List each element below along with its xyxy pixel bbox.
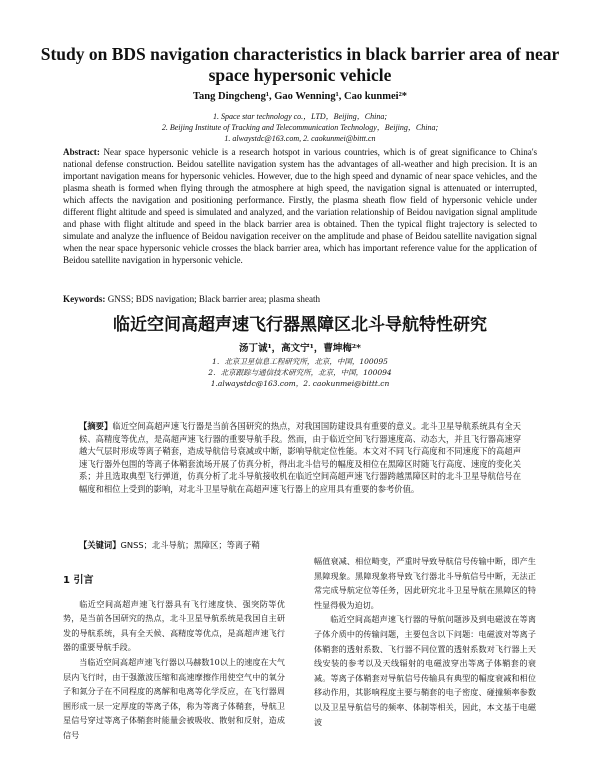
english-abstract-label: Abstract: [63, 147, 100, 157]
chinese-affiliation-line: 1．北京卫星信息工程研究所，北京，中国，100095 [212, 357, 388, 366]
chinese-keywords-label: 【关键词】 [79, 540, 121, 550]
english-affiliation-line: 1. Space star technology co.，LTD，Beijing，China; [212, 112, 388, 121]
body-paragraph: 临近空间高超声速飞行器的导航问题涉及到电磁波在等离子体介质中的传输问题，主要包含以下问题：电磁波对等离子体鞘套的透射系数、飞行器不同位置的透射系数对飞行器上天线安装的参考以及天线辐射的电磁波穿出等离子体鞘套的衰减。等离子体鞘套对导航信号传输具有典型的幅度衰减和相位移动作用，其影响程度主要与鞘套的电子密度、碰撞频率参数以及卫星导航信号的频率、体制等相关，因此，本文基于电磁波 [314, 614, 536, 727]
english-abstract [63, 146, 537, 266]
body-paragraph: 临近空间高超声速飞行器具有飞行速度快、强突防等优势，是当前各国研究的热点，北斗卫星导航系统是我国自主研发的导航系统，具有全天候、高精度等优点，是高超声速飞行器的重要导航手段。 [63, 598, 285, 653]
english-abstract-text: Near space hypersonic vehicle is a research hotspot in various countries, which is of great significance to China's national defense construction. Beidou satellite navigation system has the advantages of all-weather and high precision. It is an important navigation means for hypersonic vehicles. However, due to the high speed and dynamic of near space vehicles, and the plasma sheath is formed when flying through the atmosphere at high speed, the navigation signal is attenuated or interrupted, which affects the navigation and positioning performance. Firstly, the plasma sheath flow field of hypersonic vehicle under different flight altitude and speed is simulated and analyzed, and the variation relationship of Beidou navigation signal amplitude and phase with flight altitude and speed in the black barrier area is obtained. Then the typical flight trajectory is selected to simulate and analyze the influence of Beidou navigation receiver on the amplitude and phase of Beidou satellite navigation signal when the near space hypersonic vehicle crosses the black barrier area, which has important reference value for the application of Beidou satellite navigation in hypersonic vehicle. [63, 147, 537, 266]
chinese-title: 临近空间高超声速飞行器黑障区北斗导航特性研究 [113, 315, 487, 335]
chinese-affiliation-line: 2．北京跟踪与通信技术研究所，北京，中国，100094 [208, 368, 392, 377]
chinese-authors: 汤丁诚¹，高文宁¹，曹坤梅²* [239, 343, 361, 354]
section-heading: 1 引言 [63, 575, 94, 586]
english-affiliation-line: 2. Beijing Institute of Tracking and Telecommunication Technology，Beijing，China; [161, 123, 439, 132]
chinese-email-line: 1.alwaystdc@163.com，2. caokunmei@bittt.cn [210, 379, 390, 388]
english-email-line: 1. alwaystdc@163.com, 2. caokunmei@bittt.cn [224, 134, 376, 143]
chinese-affiliations [60, 356, 540, 389]
chinese-abstract-label: 【摘要】 [79, 421, 113, 431]
english-title: Study on BDS navigation characteristics in black barrier area of near space hypersonic vehicle [40, 44, 560, 85]
english-authors: Tang Dingcheng¹, Gao Wenning¹, Cao kunmei²* [193, 91, 407, 102]
english-keywords-label: Keywords: [63, 294, 106, 304]
right-column [314, 554, 536, 729]
english-keywords-text: GNSS; BDS navigation; Black barrier area; plasma sheath [107, 294, 321, 304]
chinese-keywords [79, 539, 521, 551]
chinese-abstract [79, 420, 521, 496]
chinese-abstract-text: 临近空间高超声速飞行器是当前各国研究的热点，对我国国防建设具有重要的意义。北斗卫星导航系统具有全天候、高精度等优点，是高超声速飞行器的重要导航手段。然而，由于临近空间飞行器速度高、动态大，并且飞行器高速穿越大气层时形成等离子鞘套，造成导航信号衰减或中断，影响导航定位性能。本文对不同飞行高度和不同速度下的高超声速飞行器外包围的等离子体鞘套流场开展了仿真分析，得出北斗信号的幅度及相位在黑障区时随飞行高度、速度的变化关系；并且选取典型飞行弹道，仿真分析了北斗导航接收机在临近空间高超声速飞行器跨越黑障区时的北斗卫星导航信号在幅度和相位上受到的影响，对北斗卫星导航在高超声速飞行器上的应用具有重要的参考价值。 [79, 421, 521, 494]
body-paragraph: 当临近空间高超声速飞行器以马赫数10以上的速度在大气层内飞行时，由于强激波压缩和高速摩擦作用使空气中的氧分子和氮分子在不同程度的离解和电离等化学反应，在飞行器周围形成一层一定厚度的等离子体，称为等离子体鞘套，导航卫星信号穿过等离子体鞘套时能量会被吸收、散射和反射，造成信号 [63, 656, 285, 740]
left-column [63, 572, 285, 743]
chinese-keywords-text: GNSS；北斗导航；黑障区；等离子鞘 [120, 540, 260, 550]
english-keywords [63, 294, 537, 304]
body-paragraph: 幅值衰减、相位畸变，严重时导致导航信号传输中断，即产生黑障现象。黑障现象将导致飞行器北斗导航信号中断，无法正常完成导航定位等任务，因此研究北斗卫星导航在黑障区的特性显得极为迫切。 [314, 556, 536, 610]
english-affiliations [60, 111, 540, 144]
